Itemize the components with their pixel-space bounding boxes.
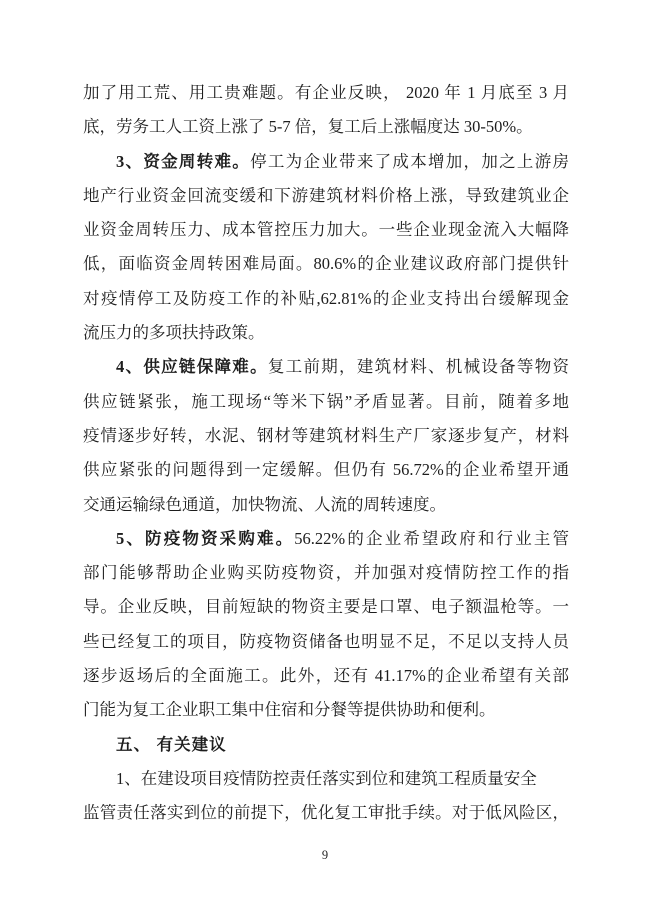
text-run: 些已经复工的项目，防疫物资储备也明显不足，不足以支持人员	[83, 631, 569, 651]
bold-run: 五、 有关建议	[116, 735, 227, 754]
para3-funds-line3	[83, 213, 569, 247]
para4-supply-line1	[83, 350, 569, 384]
text-run: 监管责任落实到位的前提下，优化复工审批手续。对于低风险区，	[83, 803, 569, 823]
text-run: 加了用工荒、用工贵难题。有企业反映， 2020 年 1 月底至 3 月	[83, 83, 569, 102]
text-block	[83, 76, 569, 831]
suggestion1-line1	[83, 762, 569, 796]
text-run: 交通运输绿色通道，加快物流、人流的周转速度。	[83, 494, 446, 514]
para4-supply-line3	[83, 419, 569, 453]
para3-funds-line2	[83, 179, 569, 213]
bold-run: 5、防疫物资采购难。	[116, 528, 295, 548]
text-run: 门能为复工企业职工集中住宿和分餐等提供协助和便利。	[83, 700, 496, 720]
bold-run: 4、供应链保障难。	[116, 357, 268, 377]
text-run: 导。企业反映，目前短缺的物资主要是口罩、电子额温枪等。一	[83, 597, 569, 617]
para4-supply-line5	[83, 488, 569, 522]
section5-heading	[83, 728, 569, 762]
para3-funds-line6	[83, 316, 569, 350]
page-number: 9	[321, 848, 329, 862]
text-run: 停工为企业带来了成本增加，加之上游房	[250, 151, 569, 171]
para5-epidemic-line1	[83, 522, 569, 556]
para5-epidemic-line4	[83, 625, 569, 659]
text-run: 逐步返场后的全面施工。此外，还有 41.17%的企业希望有关部	[83, 666, 569, 686]
text-run: 对疫情停工及防疫工作的补贴,62.81%的企业支持出台缓解现金	[83, 288, 569, 308]
text-run: 1、在建设项目疫情防控责任落实到位和建筑工程质量安全	[116, 768, 537, 788]
text-run: 复工前期，建筑材料、机械设备等物资	[267, 357, 569, 377]
para5-epidemic-line6	[83, 693, 569, 727]
text-run: 地产行业资金回流变缓和下游建筑材料价格上涨，导致建筑业企	[83, 185, 569, 205]
para4-supply-line4	[83, 453, 569, 487]
text-run: 底，劳务工人工资上涨了 5-7 倍，复工后上涨幅度达 30-50%。	[83, 117, 533, 137]
para-labor-line2	[83, 110, 569, 144]
para3-funds-line1	[83, 145, 569, 179]
para5-epidemic-line5	[83, 659, 569, 693]
para-labor-line1	[83, 76, 569, 110]
text-run: 供应紧张的问题得到一定缓解。但仍有 56.72%的企业希望开通	[83, 460, 569, 480]
text-run: 56.22%的企业希望政府和行业主管	[294, 528, 569, 548]
text-run: 供应链紧张，施工现场“等米下锅”矛盾显著。目前，随着多地	[83, 391, 569, 411]
para3-funds-line4	[83, 247, 569, 281]
page-footer	[0, 848, 650, 863]
text-run: 流压力的多项扶持政策。	[83, 323, 265, 343]
para3-funds-line5	[83, 282, 569, 316]
para5-epidemic-line3	[83, 590, 569, 624]
para5-epidemic-line2	[83, 556, 569, 590]
text-run: 疫情逐步好转，水泥、钢材等建筑材料生产厂家逐步复产，材料	[83, 425, 569, 445]
text-run: 业资金周转压力、成本管控压力加大。一些企业现金流入大幅降	[83, 220, 569, 240]
text-run: 低，面临资金周转困难局面。80.6%的企业建议政府部门提供针	[83, 254, 569, 274]
para4-supply-line2	[83, 385, 569, 419]
bold-run: 3、资金周转难。	[116, 151, 251, 171]
suggestion1-line2	[83, 796, 569, 830]
text-run: 部门能够帮助企业购买防疫物资，并加强对疫情防控工作的指	[83, 563, 569, 583]
